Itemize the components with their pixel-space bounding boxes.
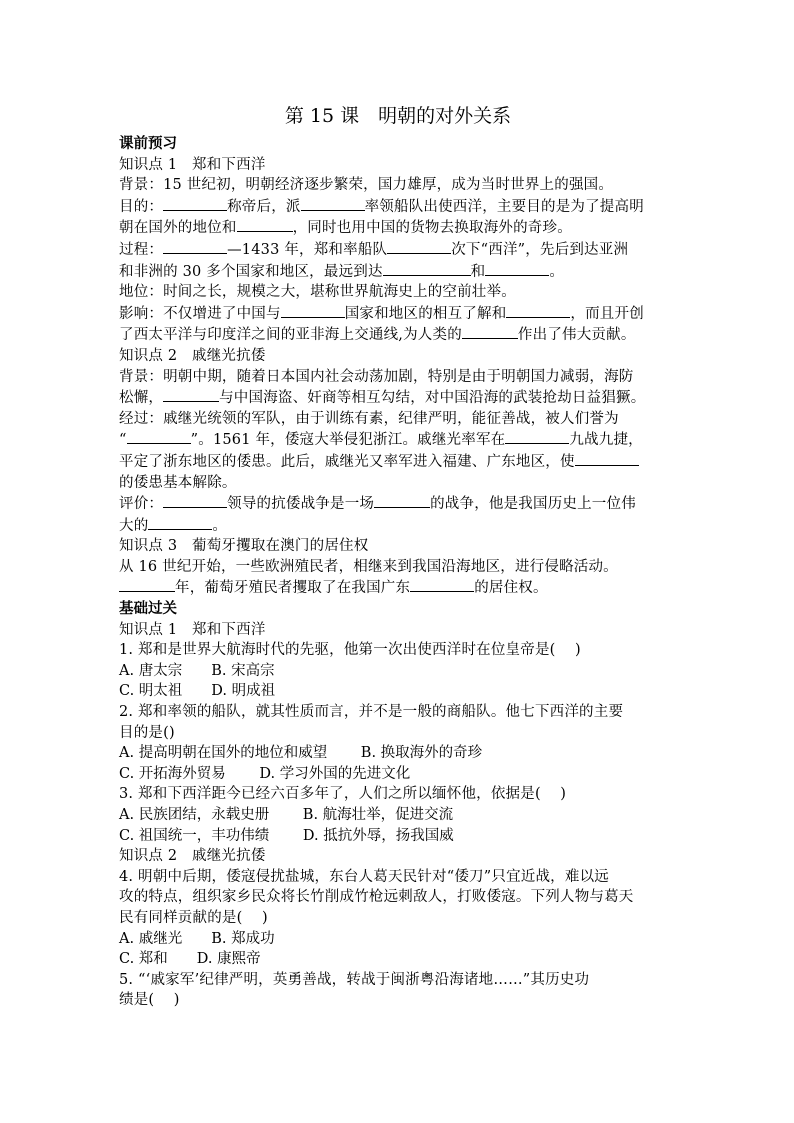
blank bbox=[119, 577, 175, 592]
kp2-evaluation-cont: 大的 。 bbox=[119, 515, 677, 537]
kp2-title: 知识点 2 戚继光抗倭 bbox=[119, 347, 266, 364]
blank bbox=[301, 196, 365, 211]
q3-options-ab: A. 民族团结，永载史册 B. 航海壮举，促进交流 bbox=[119, 807, 454, 823]
blank bbox=[387, 239, 451, 254]
kp2-experience-cont2: 平定了浙东地区的倭患。此后，戚继光又率军进入福建、广东地区，使 bbox=[119, 451, 677, 473]
kp1-purpose-cont: 朝在国外的地位和 ，同时也用中国的货物去换取海外的奇珍。 bbox=[119, 217, 677, 239]
kp3-line2: 年，葡萄牙殖民者攫取了在我国广东 的居住权。 bbox=[119, 577, 677, 599]
kp2-experience: 经过：戚继光统领的军队，由于训练有素，纪律严明，能征善战，被人们誉为 bbox=[119, 410, 619, 427]
blank bbox=[410, 577, 474, 592]
q4-options-cd: C. 郑和 D. 康熙帝 bbox=[119, 951, 261, 968]
kp3-line1: 从 16 世纪开始，一些欧洲殖民者，相继来到我国沿海地区，进行侵略活动。 bbox=[119, 558, 618, 575]
kp1-title: 知识点 1 郑和下西洋 bbox=[119, 156, 266, 173]
blank bbox=[485, 261, 549, 276]
kp2-experience-cont3: 的倭患基本解除。 bbox=[119, 474, 237, 491]
question-2-cont: 目的是() bbox=[119, 724, 175, 741]
question-2: 2. 郑和率领的船队，就其性质而言，并不是一般的商船队。他七下西洋的主要 bbox=[119, 704, 624, 721]
basic-kp2-title: 知识点 2 戚继光抗倭 bbox=[119, 848, 266, 865]
blank bbox=[383, 261, 471, 276]
q2-options-cd: C. 开拓海外贸易 D. 学习外国的先进文化 bbox=[119, 765, 411, 782]
blank bbox=[148, 515, 212, 530]
blank bbox=[575, 451, 639, 466]
section-heading-preview: 课前预习 bbox=[119, 135, 177, 152]
blank bbox=[374, 493, 430, 508]
kp1-process-cont: 和非洲的 30 多个国家和地区，最远到达 和 。 bbox=[119, 261, 677, 283]
blank bbox=[506, 303, 570, 318]
blank bbox=[505, 429, 569, 444]
worksheet-page bbox=[119, 103, 677, 1011]
question-3: 3. 郑和下西洋距今已经六百多年了，人们之所以缅怀他，依据是( ) bbox=[119, 786, 567, 803]
kp2-background: 背景：明朝中期，随着日本国内社会动荡加剧，特别是由于明朝国力减弱，海防 bbox=[119, 368, 634, 385]
kp2-experience-cont: “ ”。1561 年，倭寇大举侵犯浙江。戚继光率军在 九战九捷， bbox=[119, 429, 677, 451]
kp1-background: 背景：15 世纪初，明朝经济逐步繁荣，国力雄厚，成为当时世界上的强国。 bbox=[119, 177, 614, 194]
kp2-background-cont: 松懈， 与中国海盗、奸商等相互勾结，对中国沿海的武装抢劫日益猖獗。 bbox=[119, 387, 677, 409]
q1-options-ab: A. 唐太宗 B. 宋高宗 bbox=[119, 662, 275, 679]
q2-options-ab: A. 提高明朝在国外的地位和威望 B. 换取海外的奇珍 bbox=[119, 745, 483, 762]
basic-kp1-title: 知识点 1 郑和下西洋 bbox=[119, 621, 266, 638]
blank bbox=[163, 239, 227, 254]
q1-options-cd: C. 明太祖 D. 明成祖 bbox=[119, 683, 276, 700]
kp1-process: 过程： —1433 年，郑和率船队 次下“西洋”，先后到达亚洲 bbox=[119, 239, 677, 261]
kp3-title: 知识点 3 葡萄牙攫取在澳门的居住权 bbox=[119, 538, 369, 555]
kp1-purpose: 目的： 称帝后，派 率领船队出使西洋，主要目的是为了提高明 bbox=[119, 196, 677, 218]
kp1-impact: 影响：不仅增进了中国与 国家和地区的相互了解和 ，而且开创 bbox=[119, 303, 677, 325]
blank bbox=[462, 324, 518, 339]
kp1-status: 地位：时间之长，规模之大，堪称世界航海史上的空前壮举。 bbox=[119, 284, 516, 301]
blank bbox=[163, 387, 219, 402]
question-5: 5. “‘戚家军’纪律严明，英勇善战，转战于闽浙粤沿海诸地……”其历史功 bbox=[119, 971, 590, 988]
blank bbox=[127, 429, 191, 444]
question-4-cont: 攻的特点，组织家乡民众将长竹削成竹枪远刺敌人，打败倭寇。下列人物与葛天 bbox=[119, 889, 634, 906]
question-4-cont2: 民有同样贡献的是( ) bbox=[119, 909, 268, 926]
blank bbox=[163, 196, 227, 211]
blank bbox=[281, 303, 345, 318]
kp2-evaluation: 评价： 领导的抗倭战争是一场 的战争，他是我国历史上一位伟 bbox=[119, 493, 677, 515]
q4-options-ab: A. 戚继光 B. 郑成功 bbox=[119, 930, 275, 947]
section-heading-basic: 基础过关 bbox=[119, 600, 177, 618]
page-title: 第 15 课 明朝的对外关系 bbox=[284, 105, 512, 127]
question-4: 4. 明朝中后期，倭寇侵扰盐城，东台人葛天民针对“倭刀”只宜近战，难以远 bbox=[119, 868, 609, 885]
question-5-cont: 绩是( ) bbox=[119, 992, 180, 1009]
blank bbox=[237, 217, 293, 232]
blank bbox=[163, 493, 227, 508]
q3-options-cd: C. 祖国统一，丰功伟绩 D. 抵抗外辱，扬我国威 bbox=[119, 827, 454, 844]
question-1: 1. 郑和是世界大航海时代的先驱，他第一次出使西洋时在位皇帝是( ) bbox=[119, 642, 581, 659]
kp1-impact-cont: 了西太平洋与印度洋之间的亚非海上交通线,为人类的 作出了伟大贡献。 bbox=[119, 324, 677, 346]
